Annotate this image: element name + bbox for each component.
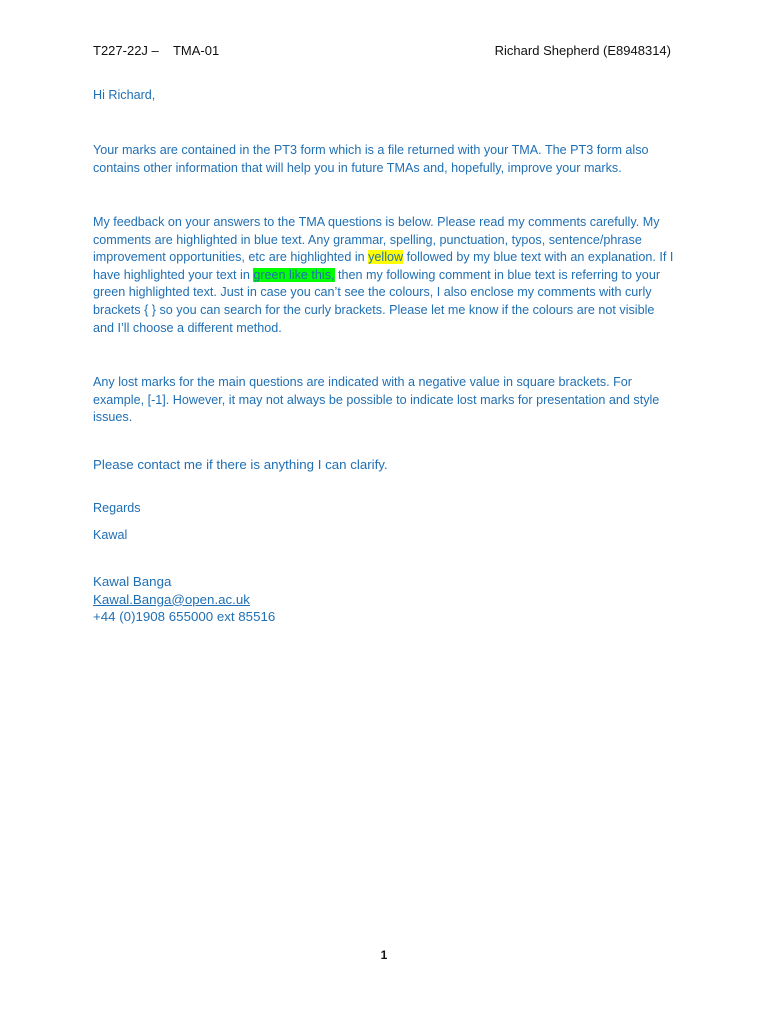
highlight-green-phrase: green like this, bbox=[253, 267, 335, 282]
letter-signoff: Kawal bbox=[93, 528, 128, 542]
header-student-name: Richard Shepherd (E8948314) bbox=[494, 43, 671, 58]
letter-greeting: Hi Richard, bbox=[93, 88, 156, 102]
paragraph-marks-info: Your marks are contained in the PT3 form which is a file returned with your TMA. The PT3 form also contains other information that will help you in future TMAs and, hopefully, improve your marks. bbox=[93, 143, 649, 175]
paragraph-feedback-text-b: followed by my blue text with an explanation. If I have highlighted your text in bbox=[93, 250, 674, 282]
letter-regards: Regards bbox=[93, 501, 141, 515]
paragraph-lost-marks: Any lost marks for the main questions are indicated with a negative value in square brackets. For example, [-1]. However, it may not always be possible to indicate lost marks for presentation and style issues. bbox=[93, 375, 660, 425]
page-number: 1 bbox=[380, 948, 388, 962]
header-course-code: T227-22J – TMA-01 bbox=[93, 43, 220, 58]
signature-name: Kawal Banga bbox=[93, 574, 172, 589]
paragraph-feedback-text-c: then my following comment in blue text is referring to your green highlighted text. Just in case you can’t see the colours, I also enclose my comments with curly brackets { } so you can search for the curly brackets. Please let me know if the colours are not visible and I’ll choose a different method. bbox=[93, 267, 661, 335]
paragraph-feedback-info bbox=[93, 214, 678, 337]
paragraph-feedback-text-a: My feedback on your answers to the TMA questions is below. Please read my comments carefully. My comments are highlighted in blue text. Any grammar, spelling, punctuation, typos, sentence/phrase improvement opportunities, etc are highlighted in bbox=[93, 215, 660, 265]
signature-block bbox=[93, 573, 678, 626]
signature-phone: +44 (0)1908 655000 ext 85516 bbox=[93, 609, 276, 625]
paragraph-contact: Please contact me if there is anything I can clarify. bbox=[93, 457, 388, 472]
signature-email-link[interactable]: Kawal.Banga@open.ac.uk bbox=[93, 591, 250, 607]
highlight-yellow-word: yellow bbox=[368, 250, 404, 265]
